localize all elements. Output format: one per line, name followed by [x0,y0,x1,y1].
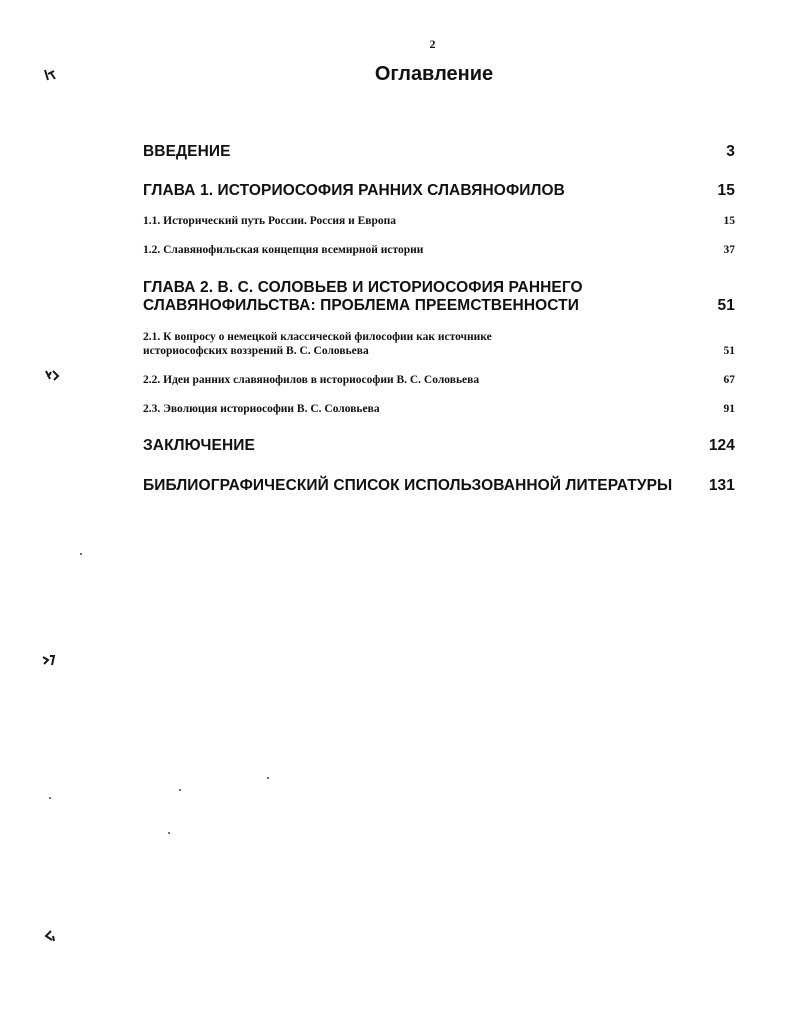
scan-speck [168,832,170,834]
toc-entry-introduction[interactable] [143,143,735,161]
toc-entry-section-2-1[interactable] [143,330,735,358]
toc-page-number: 131 [708,477,735,494]
toc-entry-chapter-2[interactable] [143,279,735,315]
toc-label-line-1: ГЛАВА 2. В. С. СОЛОВЬЕВ И ИСТОРИОСОФИЯ РАННЕГО [143,279,583,296]
toc-label: ГЛАВА 1. ИСТОРИОСОФИЯ РАННИХ СЛАВЯНОФИЛОВ [143,182,565,199]
toc-page-number: 15 [723,215,735,227]
toc-label-line-1: 2.1. К вопросу о немецкой классической философии как источнике [143,331,492,343]
toc-entry-section-1-1[interactable] [143,214,735,228]
toc-entry-chapter-1[interactable] [143,182,735,200]
binder-hole-mark-icon [44,368,60,382]
toc-label-line-2: историософских воззрений В. С. Соловьева [143,345,369,357]
toc-entry-bibliography[interactable] [143,477,735,495]
toc-label [143,330,712,358]
toc-label: 1.2. Славянофильская концепция всемирной истории [143,244,424,256]
toc-entry-conclusion[interactable] [143,437,735,455]
scan-speck [80,553,82,555]
scan-speck [267,777,269,779]
toc-label: ВВЕДЕНИЕ [143,143,231,160]
binder-hole-mark-icon [43,929,57,943]
toc-page-number: 51 [723,345,735,357]
toc-label: 2.2. Идеи ранних славянофилов в историософии В. С. Соловьева [143,374,480,386]
toc-page-number: 3 [726,143,735,160]
page-title: Оглавление [374,63,494,85]
scan-speck [179,789,181,791]
binder-hole-mark-icon [41,653,57,667]
toc-label-line-2: СЛАВЯНОФИЛЬСТВА: ПРОБЛЕМА ПРЕЕМСТВЕННОСТИ [143,297,579,314]
toc-entry-section-2-2[interactable] [143,373,735,387]
toc-page-number: 51 [717,297,735,314]
toc-label: БИБЛИОГРАФИЧЕСКИЙ СПИСОК ИСПОЛЬЗОВАННОЙ ЛИТЕРАТУРЫ [143,477,673,494]
toc-entry-section-2-3[interactable] [143,402,735,416]
binder-hole-mark-icon [43,68,57,82]
toc-page-number: 124 [708,437,735,454]
toc-label: 1.1. Исторический путь России. Россия и Европа [143,215,397,227]
toc-label [143,279,706,315]
toc-entry-section-1-2[interactable] [143,243,735,257]
toc-label: ЗАКЛЮЧЕНИЕ [143,437,255,454]
toc-page-number: 67 [723,374,735,386]
toc-page-number: 91 [723,403,735,415]
scan-speck [49,797,51,799]
page-number: 2 [429,37,436,51]
toc-page-number: 37 [723,244,735,256]
toc-label: 2.3. Эволюция историософии В. С. Соловьева [143,403,380,415]
toc-page-number: 15 [717,182,735,199]
